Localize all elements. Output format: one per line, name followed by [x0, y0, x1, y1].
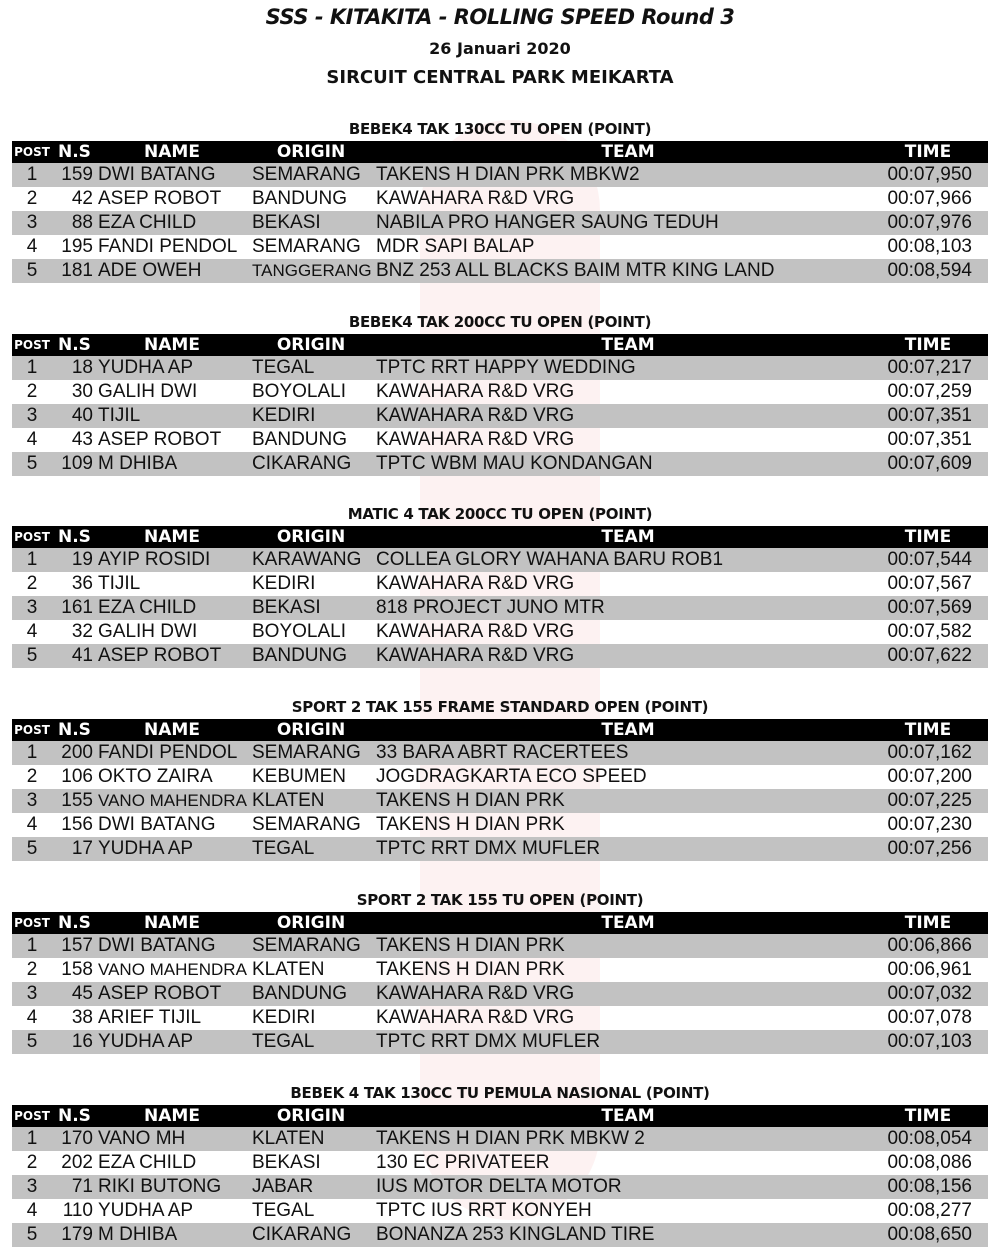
results-section [12, 888, 988, 1054]
cell-origin: BEKASI [252, 597, 321, 619]
header-time: TIME [904, 334, 952, 355]
cell-time: 00:07,569 [887, 597, 972, 619]
table-row [12, 187, 988, 211]
cell-rider-name: ARIEF TIJIL [98, 1006, 202, 1028]
cell-number: 36 [71, 573, 93, 595]
table-row [12, 356, 988, 380]
cell-time: 00:07,256 [887, 838, 972, 860]
cell-time: 00:08,054 [887, 1127, 972, 1149]
cell-post: 5 [26, 260, 38, 281]
cell-rider-name: GALIH DWI [98, 621, 198, 643]
cell-time: 00:07,976 [887, 212, 972, 233]
document-title: SSS - KITAKITA - ROLLING SPEED Round 3 [265, 5, 735, 29]
cell-time: 00:07,609 [887, 452, 972, 474]
cell-post: 3 [26, 212, 38, 233]
cell-team: MDR SAPI BALAP [376, 236, 535, 257]
header-time: TIME [904, 527, 952, 548]
cell-time: 00:06,866 [887, 934, 972, 956]
cell-rider-name: YUDHA AP [98, 838, 194, 860]
cell-post: 4 [26, 428, 38, 450]
table-row [12, 741, 988, 765]
header-post: POST [14, 1108, 50, 1123]
cell-rider-name: ASEP ROBOT [98, 188, 222, 209]
cell-post: 1 [26, 742, 38, 764]
cell-origin: BANDUNG [252, 982, 348, 1004]
cell-number: 195 [61, 236, 93, 257]
cell-number: 18 [71, 356, 93, 378]
cell-time: 00:07,351 [887, 404, 972, 426]
header-rider-name: NAME [144, 527, 200, 548]
cell-rider-name: RIKI BUTONG [98, 1175, 222, 1197]
results-section [12, 502, 988, 668]
table-row [12, 428, 988, 452]
cell-rider-name: EZA CHILD [98, 1151, 197, 1173]
table-header [12, 334, 988, 356]
cell-origin: TEGAL [252, 356, 315, 378]
cell-team: NABILA PRO HANGER SAUNG TEDUH [376, 212, 719, 233]
cell-origin: BOYOLALI [252, 380, 346, 402]
cell-team: JOGDRAGKARTA ECO SPEED [376, 766, 647, 788]
table-row [12, 620, 988, 644]
cell-post: 1 [26, 164, 38, 185]
cell-number: 200 [61, 742, 93, 764]
table-row [12, 765, 988, 789]
cell-time: 00:07,966 [887, 188, 972, 209]
cell-number: 19 [71, 549, 93, 571]
cell-time: 00:06,961 [887, 958, 972, 980]
cell-time: 00:07,225 [887, 790, 972, 812]
cell-origin: SEMARANG [252, 236, 361, 257]
header-post: POST [14, 337, 50, 352]
table-row [12, 644, 988, 668]
cell-rider-name: ASEP ROBOT [98, 982, 222, 1004]
cell-origin: TEGAL [252, 1030, 315, 1052]
cell-team: TAKENS H DIAN PRK [376, 814, 565, 836]
header-time: TIME [904, 142, 952, 162]
cell-rider-name: ASEP ROBOT [98, 645, 222, 667]
cell-time: 00:07,567 [887, 573, 972, 595]
header-team: TEAM [601, 912, 655, 933]
cell-number: 157 [61, 934, 93, 956]
cell-team: KAWAHARA R&D VRG [376, 1006, 575, 1028]
table-row [12, 1223, 988, 1247]
cell-number: 30 [71, 380, 93, 402]
cell-team: KAWAHARA R&D VRG [376, 645, 575, 667]
table-row [12, 380, 988, 404]
cell-team: TAKENS H DIAN PRK [376, 790, 565, 812]
table-row [12, 259, 988, 283]
cell-team: KAWAHARA R&D VRG [376, 404, 575, 426]
header-number: N.S [58, 912, 91, 933]
cell-number: 38 [71, 1006, 93, 1028]
cell-post: 2 [26, 958, 38, 980]
cell-team: KAWAHARA R&D VRG [376, 380, 575, 402]
cell-rider-name: EZA CHILD [98, 212, 197, 233]
cell-team: COLLEA GLORY WAHANA BARU ROB1 [376, 549, 724, 571]
cell-rider-name: DWI BATANG [98, 164, 216, 185]
table-row [12, 1175, 988, 1199]
table-row [12, 211, 988, 235]
cell-post: 2 [26, 188, 38, 209]
cell-origin: KEBUMEN [252, 766, 346, 788]
cell-origin: KEDIRI [252, 1006, 316, 1028]
class-title: BEBEK 4 TAK 130CC TU PEMULA NASIONAL (POINT) [290, 1083, 710, 1102]
header-origin: ORIGIN [276, 527, 346, 548]
class-title: SPORT 2 TAK 155 FRAME STANDARD OPEN (POINT) [291, 698, 709, 717]
cell-number: 110 [62, 1199, 93, 1221]
header-post: POST [14, 530, 50, 545]
cell-number: 202 [61, 1151, 93, 1173]
header-post: POST [14, 723, 50, 738]
header-number: N.S [58, 1105, 91, 1126]
cell-post: 5 [26, 1030, 38, 1052]
cell-time: 00:08,086 [887, 1151, 972, 1173]
cell-number: 32 [71, 621, 93, 643]
header-number: N.S [58, 527, 91, 548]
table-row [12, 837, 988, 861]
cell-post: 5 [26, 838, 38, 860]
cell-post: 3 [26, 1175, 38, 1197]
cell-origin: KLATEN [252, 1127, 325, 1149]
cell-rider-name: FANDI PENDOL [98, 236, 238, 257]
table-row [12, 789, 988, 813]
cell-number: 16 [71, 1030, 93, 1052]
cell-rider-name: DWI BATANG [98, 934, 216, 956]
cell-rider-name: GALIH DWI [98, 380, 198, 402]
table-row [12, 982, 988, 1006]
header-post: POST [14, 915, 50, 930]
cell-origin: CIKARANG [252, 1223, 352, 1245]
cell-origin: KLATEN [252, 790, 325, 812]
cell-post: 2 [26, 573, 38, 595]
cell-rider-name: VANO MH [98, 1127, 186, 1149]
cell-rider-name: EZA CHILD [98, 597, 197, 619]
cell-number: 159 [61, 164, 93, 185]
table-header [12, 1105, 988, 1127]
class-title: BEBEK4 TAK 200CC TU OPEN (POINT) [348, 312, 652, 331]
cell-time: 00:08,594 [887, 260, 972, 281]
cell-time: 00:08,156 [887, 1175, 972, 1197]
cell-number: 45 [71, 982, 93, 1004]
cell-number: 41 [71, 645, 93, 667]
cell-number: 71 [71, 1175, 93, 1197]
cell-origin: JABAR [252, 1175, 314, 1197]
cell-team: TAKENS H DIAN PRK MBKW 2 [376, 1127, 645, 1149]
cell-post: 4 [26, 621, 38, 643]
cell-number: 88 [71, 212, 93, 233]
table-row [12, 1006, 988, 1030]
watermark-logo [420, 120, 600, 1220]
table-row [12, 572, 988, 596]
cell-rider-name: YUDHA AP [98, 1030, 194, 1052]
cell-time: 00:07,032 [887, 982, 972, 1004]
header-number: N.S [58, 334, 91, 355]
cell-origin: CIKARANG [252, 452, 352, 474]
header-team: TEAM [601, 1105, 655, 1126]
cell-origin: SEMARANG [252, 814, 361, 836]
cell-team: KAWAHARA R&D VRG [376, 573, 575, 595]
cell-post: 1 [26, 1127, 38, 1149]
header-origin: ORIGIN [276, 142, 346, 162]
cell-time: 00:07,950 [887, 164, 972, 185]
table-row [12, 235, 988, 259]
table-header [12, 141, 988, 163]
event-date: 26 Januari 2020 [429, 39, 571, 58]
cell-origin: KARAWANG [252, 549, 362, 571]
table-header [12, 526, 988, 548]
cell-number: 17 [71, 838, 93, 860]
header-rider-name: NAME [144, 334, 200, 355]
cell-time: 00:07,544 [887, 549, 972, 571]
cell-time: 00:08,103 [887, 236, 972, 257]
cell-origin: BEKASI [252, 1151, 321, 1173]
table-row [12, 1127, 988, 1151]
cell-team: BONANZA 253 KINGLAND TIRE [376, 1223, 655, 1245]
cell-number: 158 [61, 958, 93, 980]
cell-rider-name: YUDHA AP [98, 356, 194, 378]
cell-number: 181 [61, 260, 93, 281]
cell-origin: BANDUNG [252, 428, 348, 450]
cell-rider-name: FANDI PENDOL [98, 742, 238, 764]
cell-origin: SEMARANG [252, 934, 361, 956]
cell-rider-name: TIJIL [98, 404, 141, 426]
cell-post: 1 [26, 934, 38, 956]
cell-origin: BANDUNG [252, 188, 348, 209]
cell-rider-name: ASEP ROBOT [98, 428, 222, 450]
cell-post: 2 [26, 1151, 38, 1173]
cell-post: 3 [26, 790, 38, 812]
cell-number: 156 [61, 814, 93, 836]
cell-team: 130 EC PRIVATEER [376, 1151, 550, 1173]
table-header [12, 912, 988, 934]
cell-number: 43 [71, 428, 93, 450]
cell-origin: KLATEN [252, 958, 325, 980]
cell-rider-name: YUDHA AP [98, 1199, 194, 1221]
header-post: POST [14, 145, 50, 159]
cell-team: 33 BARA ABRT RACERTEES [376, 742, 629, 764]
header-rider-name: NAME [144, 1105, 200, 1126]
cell-origin: SEMARANG [252, 164, 361, 185]
cell-time: 00:07,103 [887, 1030, 972, 1052]
results-section [12, 695, 988, 861]
class-title: BEBEK4 TAK 130CC TU OPEN (POINT) [348, 120, 652, 138]
cell-origin: SEMARANG [252, 742, 361, 764]
cell-team: TPTC WBM MAU KONDANGAN [376, 452, 653, 474]
cell-post: 1 [26, 356, 38, 378]
event-venue: SIRCUIT CENTRAL PARK MEIKARTA [326, 67, 674, 88]
cell-rider-name: VANO MAHENDRA [98, 791, 247, 811]
cell-time: 00:07,351 [887, 428, 972, 450]
cell-origin: TEGAL [252, 838, 315, 860]
table-row [12, 548, 988, 572]
header-origin: ORIGIN [276, 1105, 346, 1126]
header-rider-name: NAME [144, 912, 200, 933]
class-title: SPORT 2 TAK 155 TU OPEN (POINT) [356, 890, 644, 909]
table-row [12, 934, 988, 958]
table-row [12, 404, 988, 428]
cell-team: TAKENS H DIAN PRK [376, 934, 565, 956]
cell-rider-name: OKTO ZAIRA [98, 766, 213, 788]
cell-team: KAWAHARA R&D VRG [376, 428, 575, 450]
cell-post: 2 [26, 380, 38, 402]
table-row [12, 163, 988, 187]
header-number: N.S [58, 720, 91, 741]
cell-number: 170 [61, 1127, 93, 1149]
table-row [12, 1199, 988, 1223]
cell-post: 3 [26, 597, 38, 619]
cell-rider-name: M DHIBA [98, 452, 178, 474]
table-row [12, 1151, 988, 1175]
cell-number: 179 [61, 1223, 93, 1245]
cell-origin: BANDUNG [252, 645, 348, 667]
cell-team: IUS MOTOR DELTA MOTOR [376, 1175, 622, 1197]
table-row [12, 596, 988, 620]
header-team: TEAM [601, 334, 655, 355]
results-section [12, 310, 988, 476]
header-rider-name: NAME [144, 142, 200, 162]
cell-post: 3 [26, 982, 38, 1004]
header-time: TIME [904, 912, 952, 933]
cell-origin: TANGGERANG [252, 261, 372, 280]
class-title: MATIC 4 TAK 200CC TU OPEN (POINT) [347, 505, 653, 524]
header-time: TIME [904, 1105, 952, 1126]
cell-time: 00:07,162 [887, 742, 972, 764]
header-origin: ORIGIN [276, 334, 346, 355]
cell-team: KAWAHARA R&D VRG [376, 621, 575, 643]
results-section [12, 1081, 988, 1247]
header-origin: ORIGIN [276, 720, 346, 741]
cell-time: 00:07,217 [887, 356, 972, 378]
cell-team: TAKENS H DIAN PRK [376, 958, 565, 980]
cell-team: TPTC RRT DMX MUFLER [376, 1030, 601, 1052]
cell-time: 00:07,582 [887, 621, 972, 643]
header-team: TEAM [601, 720, 655, 741]
cell-team: TPTC RRT HAPPY WEDDING [376, 356, 636, 378]
cell-post: 4 [26, 814, 38, 836]
table-row [12, 958, 988, 982]
cell-number: 109 [61, 452, 93, 474]
cell-post: 5 [26, 1223, 38, 1245]
cell-post: 4 [26, 1199, 38, 1221]
table-row [12, 452, 988, 476]
table-row [12, 1030, 988, 1054]
cell-time: 00:07,200 [887, 766, 972, 788]
cell-post: 1 [26, 549, 38, 571]
cell-rider-name: DWI BATANG [98, 814, 216, 836]
cell-time: 00:07,078 [887, 1006, 972, 1028]
cell-number: 40 [71, 404, 93, 426]
cell-rider-name: ADE OWEH [98, 260, 202, 281]
header-team: TEAM [601, 527, 655, 548]
cell-team: TPTC IUS RRT KONYEH [376, 1199, 592, 1221]
header-origin: ORIGIN [276, 912, 346, 933]
cell-team: 818 PROJECT JUNO MTR [376, 597, 605, 619]
cell-time: 00:07,622 [887, 645, 972, 667]
cell-origin: BOYOLALI [252, 621, 346, 643]
cell-post: 4 [26, 236, 38, 257]
cell-team: TPTC RRT DMX MUFLER [376, 838, 601, 860]
cell-team: TAKENS H DIAN PRK MBKW2 [376, 164, 640, 185]
cell-post: 2 [26, 766, 38, 788]
cell-number: 42 [71, 188, 93, 209]
cell-origin: KEDIRI [252, 573, 316, 595]
header-number: N.S [58, 142, 91, 162]
cell-time: 00:08,650 [887, 1223, 972, 1245]
cell-rider-name: VANO MAHENDRA [98, 959, 247, 979]
cell-post: 3 [26, 404, 38, 426]
table-row [12, 813, 988, 837]
cell-time: 00:07,259 [887, 380, 972, 402]
cell-rider-name: TIJIL [98, 573, 141, 595]
cell-team: KAWAHARA R&D VRG [376, 188, 575, 209]
cell-team: BNZ 253 ALL BLACKS BAIM MTR KING LAND [376, 260, 775, 281]
header-time: TIME [904, 720, 952, 741]
cell-number: 161 [61, 597, 93, 619]
cell-rider-name: M DHIBA [98, 1223, 178, 1245]
header-team: TEAM [601, 142, 655, 162]
cell-origin: BEKASI [252, 212, 321, 233]
cell-post: 4 [26, 1006, 38, 1028]
cell-rider-name: AYIP ROSIDI [98, 549, 211, 571]
cell-origin: KEDIRI [252, 404, 316, 426]
cell-post: 5 [26, 645, 38, 667]
cell-team: KAWAHARA R&D VRG [376, 982, 575, 1004]
cell-post: 5 [26, 452, 38, 474]
cell-time: 00:08,277 [887, 1199, 972, 1221]
cell-number: 106 [61, 766, 93, 788]
cell-number: 155 [61, 790, 93, 812]
cell-origin: TEGAL [252, 1199, 315, 1221]
table-header [12, 719, 988, 741]
results-section [12, 117, 988, 283]
header-rider-name: NAME [144, 720, 200, 741]
cell-time: 00:07,230 [887, 814, 972, 836]
